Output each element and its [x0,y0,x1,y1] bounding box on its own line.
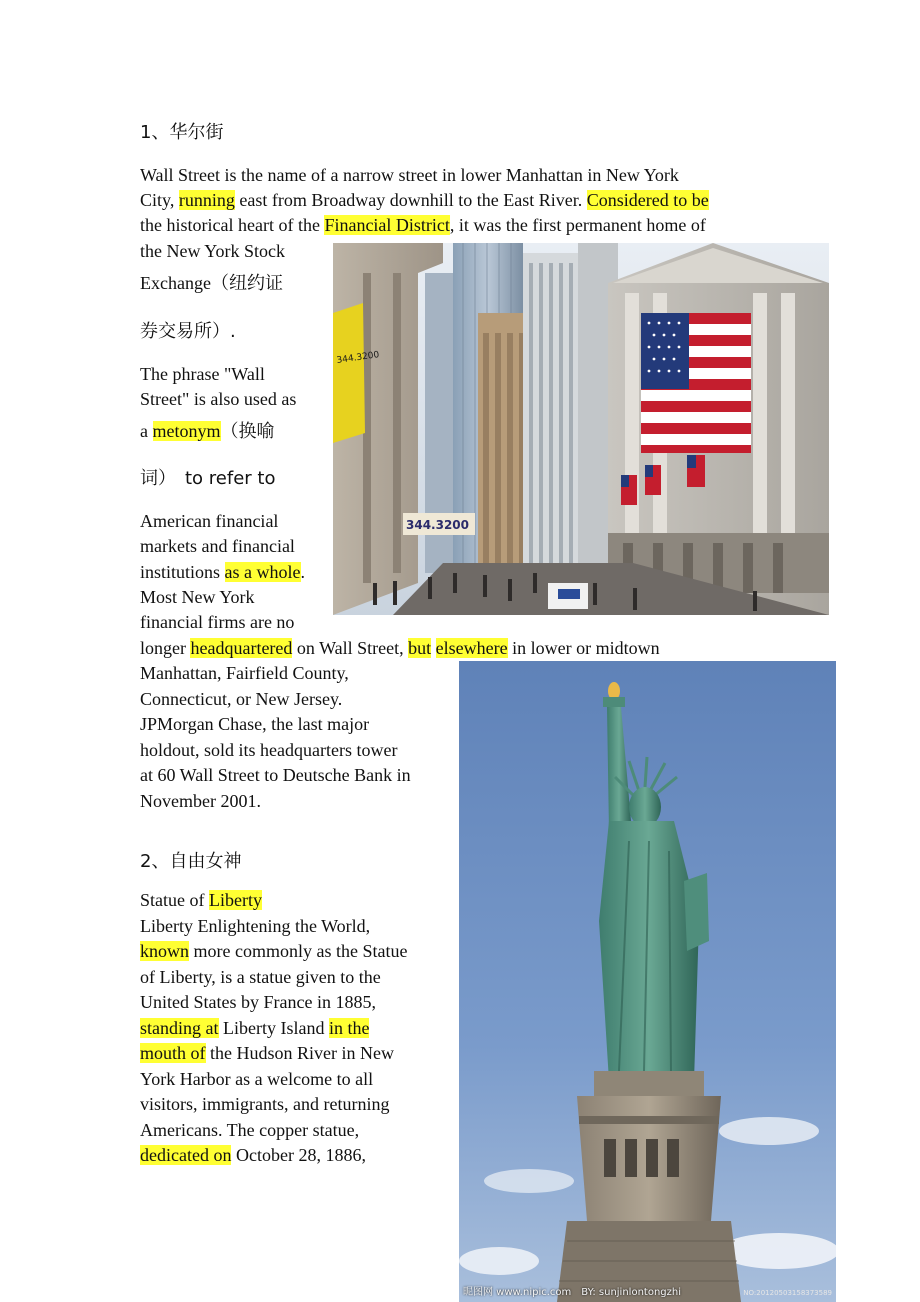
text-span: 词） to refer to [140,468,276,489]
highlighted-phrase: Financial District [324,215,450,235]
highlighted-phrase: Considered to be [586,190,709,210]
text-span: Americans. The copper statue, [140,1120,360,1140]
text-line [140,1144,366,1166]
text-span: . [300,562,305,582]
text-line [140,468,275,490]
text-line [140,586,255,608]
text-line [140,637,660,659]
text-line [140,1119,359,1141]
text-span: Statue of [140,890,209,910]
highlighted-phrase: metonym [152,421,221,441]
text-line [140,1068,373,1090]
text-line [140,420,275,442]
text-line [140,1042,394,1064]
highlighted-phrase: Liberty [209,890,262,910]
highlighted-phrase: known [140,941,189,961]
text-line [140,561,305,583]
highlighted-phrase: running [178,190,235,210]
text-line [140,688,342,710]
section-heading-wall-street: 1、华尔街 [140,122,224,143]
text-span: American financial [140,511,279,531]
text-span: more commonly as the Statue [189,941,408,961]
highlighted-phrase: in the [328,1018,370,1038]
wall-street-stock-exchange-photo [333,243,829,615]
text-span: JPMorgan Chase, the last major [140,714,370,734]
photo-watermark-id: NO:20120503158373589 [743,1289,832,1297]
text-span: a [140,421,153,441]
text-span: in lower or midtown [507,638,660,658]
text-span: longer [140,638,191,658]
highlighted-phrase: mouth of [140,1043,206,1063]
photo-watermark: 昵图网 www.nipic.com BY: sunjinlontongzhi [463,1287,681,1298]
text-line [140,1017,369,1039]
text-span: at 60 Wall Street to Deutsche Bank in [140,765,411,785]
ticker-sign: 344.3200 [406,518,470,532]
highlighted-phrase: dedicated on [140,1145,232,1165]
text-span: the Hudson River in New [205,1043,394,1063]
text-line [140,363,265,385]
text-span: Exchange（纽约证 [140,273,283,293]
text-span: the historical heart of the [140,215,325,235]
text-span: The phrase "Wall [140,364,265,384]
text-line [140,790,261,812]
text-span: November 2001. [140,791,261,811]
text-line [140,164,679,186]
text-line [140,889,262,911]
text-line [140,240,285,262]
text-line [140,764,411,786]
text-span: the New York Stock [140,241,286,261]
text-span: Connecticut, or New Jersey. [140,689,343,709]
text-span: Wall Street is the name of a narrow street in lower Manhattan in New York [140,165,679,185]
banner-text: 344.3200 [336,350,380,366]
text-span: Street" is also used as [140,389,297,409]
text-span: east from Broadway downhill to the East River. [234,190,587,210]
text-line [140,739,397,761]
text-span: holdout, sold its headquarters tower [140,740,398,760]
text-span: , it was the first permanent home of [449,215,706,235]
section-heading-statue-of-liberty: 2、自由女神 [140,851,242,872]
text-line [140,321,236,343]
highlighted-phrase: headquartered [190,638,293,658]
text-span: on Wall Street, [292,638,409,658]
text-span: institutions [140,562,225,582]
text-line [140,940,407,962]
text-line [140,272,283,294]
text-span: Most New York [140,587,255,607]
text-line [140,611,294,633]
text-line [140,189,709,211]
text-line [140,388,296,410]
text-span: 券交易所）. [140,321,236,342]
text-span: Liberty Enlightening the World, [140,916,371,936]
text-span: financial firms are no [140,612,295,632]
text-span [431,638,436,658]
text-span: October 28, 1886, [231,1145,366,1165]
text-span: United States by France in 1885, [140,992,376,1012]
text-span: markets and financial [140,536,295,556]
text-line [140,966,381,988]
text-line [140,662,349,684]
text-span: City, [140,190,179,210]
text-span: of Liberty, is a statue given to the [140,967,381,987]
text-span: York Harbor as a welcome to all [140,1069,374,1089]
text-span: visitors, immigrants, and returning [140,1094,390,1114]
text-line [140,713,369,735]
text-line [140,915,370,937]
text-line [140,535,295,557]
text-line [140,1093,389,1115]
text-span: Manhattan, Fairfield County, [140,663,349,683]
text-span: （换喻 [220,421,275,442]
text-line [140,991,376,1013]
text-span: Liberty Island [218,1018,329,1038]
highlighted-phrase: but [408,638,432,658]
highlighted-phrase: elsewhere [435,638,508,658]
highlighted-phrase: as a whole [224,562,301,582]
text-line [140,510,278,532]
text-line [140,214,706,236]
highlighted-phrase: standing at [140,1018,219,1038]
statue-of-liberty-photo [459,661,836,1302]
